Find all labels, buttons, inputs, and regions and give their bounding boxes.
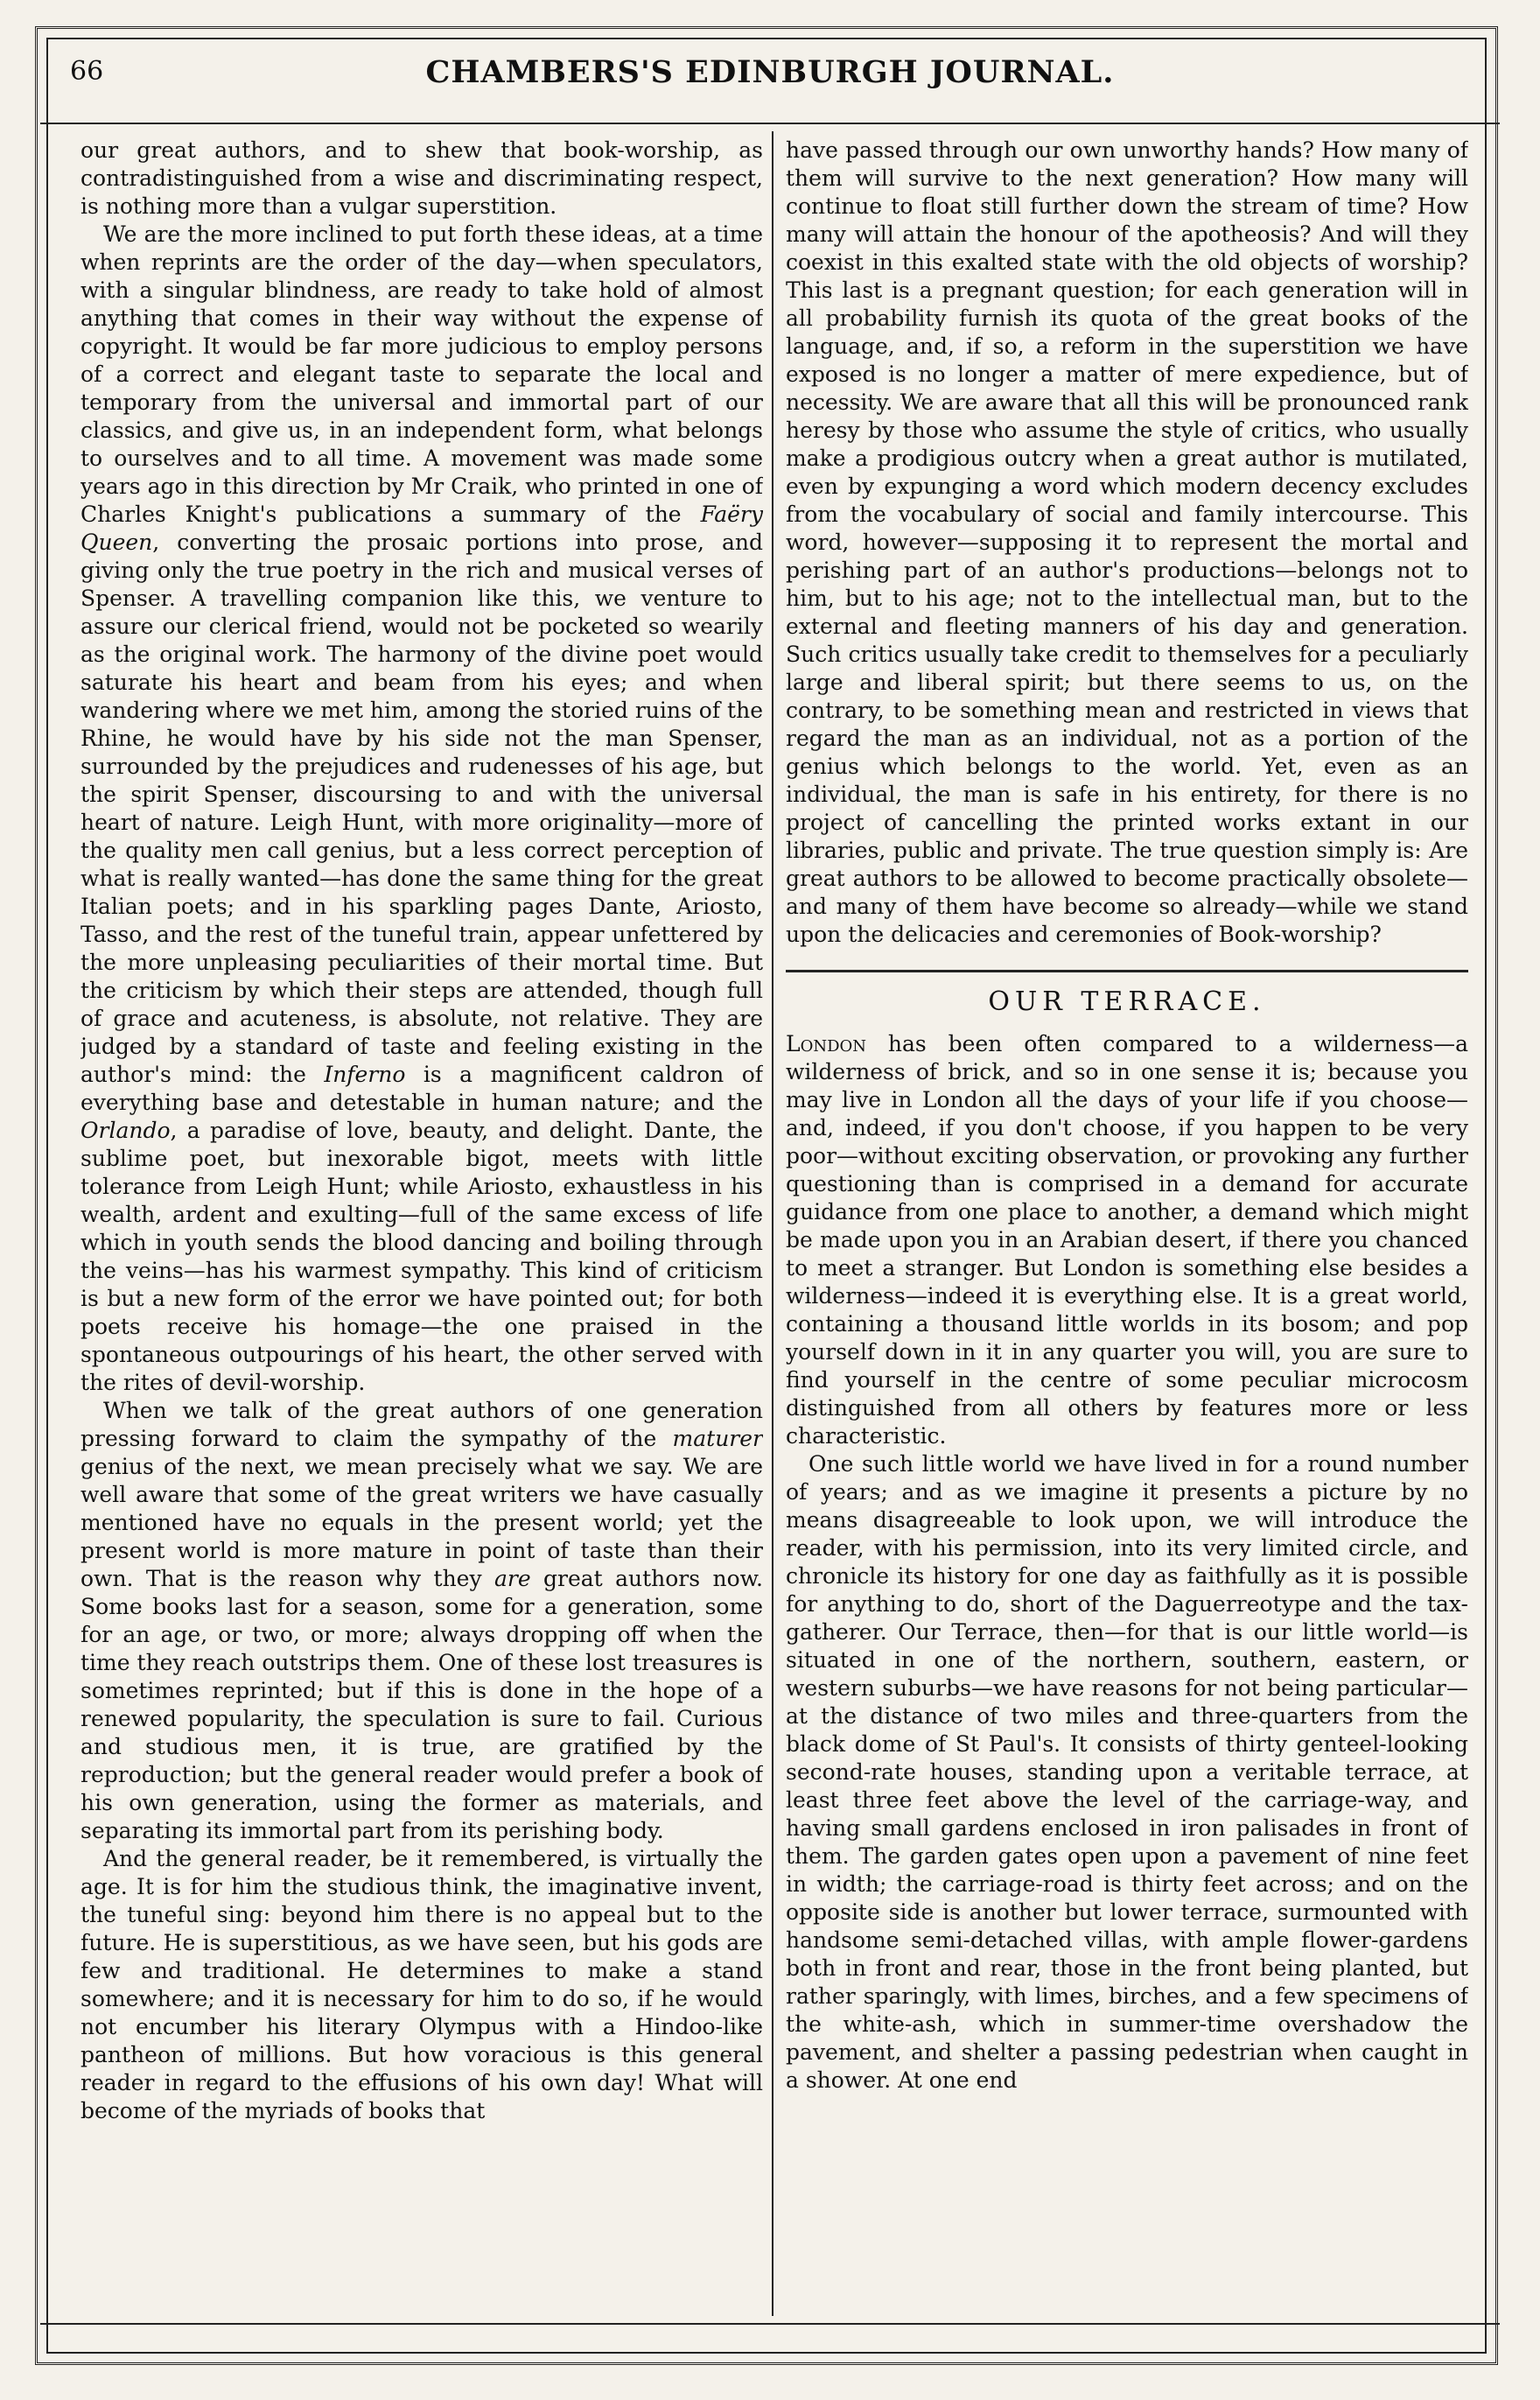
column-divider [772, 131, 774, 2316]
page-header [26, 47, 1514, 100]
journal-title: CHAMBERS'S EDINBURGH JOURNAL. [425, 54, 1115, 90]
paragraph: And the general reader, be it remembered, is virtually the age. It is for him the studious think, the imaginative invent, the tuneful sing: beyond him there is no appeal but to the future. He is superstitious, as we have seen, but his gods are few and traditional. He determines to make a stand somewhere; and it is necessary for him to do so, if he would not encumber his literary Olympus with a Hindoo-like pantheon of millions. But how voracious is this general reader in regard to the effusions of his own day! What will become of the myriads of books that [80, 1846, 763, 2123]
right-column [786, 137, 1468, 2312]
paragraph: We are the more inclined to put forth these ideas, at a time when reprints are the order of the day—when speculators, with a singular blindness, are ready to take hold of almost anything that comes in their way without the expense of copyright. It would be far more judicious to employ persons of a correct and elegant taste to separate the local and temporary from the universal and immortal part of our classics, and give us, in an independent form, what belongs to ourselves and to all time. A movement was made some years ago in this direction by Mr Craik, who printed in one of Charles Knight's publications a summary of the Faëry Queen, converting the prosaic portions into prose, and giving only the true poetry in the rich and musical verses of Spenser. A travelling companion like this, we venture to assure our clerical friend, would not be pocketed so wearily as the original work. The harmony of the divine poet would saturate his heart and beam from his eyes; and when wandering where we met him, among the storied ruins of the Rhine, he would have by his side not the man Spenser, surrounded by the prejudices and rudenesses of his age, but the spirit Spenser, discoursing to and with the universal heart of nature. Leigh Hunt, with more originality—more of the quality men call genius, but a less correct perception of what is really wanted—has done the same thing for the great Italian poets; and in his sparkling pages Dante, Ariosto, Tasso, and the rest of the tuneful train, appear unfettered by the more unpleasing peculiarities of their mortal time. But the criticism by which their steps are attended, though full of grace and acuteness, is absolute, not relative. They are judged by a standard of taste and feeling existing in the author's mind: the Inferno is a magnificent caldron of everything base and detestable in human nature; and the Orlando, a paradise of love, beauty, and delight. Dante, the sublime poet, but inexorable bigot, meets with little tolerance from Leigh Hunt; while Ariosto, exhaustless in his wealth, ardent and exulting—full of the same excess of life which in youth sends the blood dancing and boiling through the veins—has his warmest sympathy. This kind of criticism is but a new form of the error we have pointed out; for both poets receive his homage—the one praised in the spontaneous outpourings of his heart, the other served with the rites of devil-worship. [80, 221, 763, 1395]
section-title: OUR TERRACE. [988, 986, 1266, 1017]
paragraph: our great authors, and to shew that book-worship, as contradistinguished from a wise and discriminating respect, is nothing more than a vulgar superstition. [80, 137, 763, 219]
paragraph: When we talk of the great authors of one generation pressing forward to claim the sympathy of the maturer genius of the next, we mean precisely what we say. We are well aware that some of the great writers we have casually mentioned have no equals in the present world; yet the present world is more mature in point of taste than their own. That is the reason why they are great authors now. Some books last for a season, some for a generation, some for an age, or two, or more; always dropping off when the time they reach outstrips them. One of these lost treasures is sometimes reprinted; but if this is done in the hope of a renewed popularity, the speculation is sure to fail. Curious and studious men, it is true, are gratified by the reproduction; but the general reader would prefer a book of his own generation, using the former as materials, and separating its immortal part from its perishing body. [80, 1398, 763, 1843]
bottom-rule [40, 2323, 1500, 2325]
paragraph: One such little world we have lived in for a round number of years; and as we imagine it presents a picture by no means disagreeable to look upon, we will introduce the reader, with his permission, into its very limited circle, and chronicle its history for one day as faithfully as it is possible for anything to do, short of the Daguerreotype and the tax-gatherer. Our Terrace, then—for that is our little world—is situated in one of the northern, southern, eastern, or western suburbs—we have reasons for not being particular—at the distance of two miles and three-quarters from the black dome of St Paul's. It consists of thirty genteel-looking second-rate houses, standing upon a veritable terrace, at least three feet above the level of the carriage-way, and having small gardens enclosed in iron palisades in front of them. The garden gates open upon a pavement of nine feet in width; the carriage-road is thirty feet across; and on the opposite side is another but lower terrace, surmounted with handsome semi-detached villas, with ample flower-gardens both in front and rear, those in the front being planted, but rather sparingly, with limes, birches, and a few specimens of the white-ash, which in summer-time overshadow the pavement, and shelter a passing pedestrian when caught in a shower. At one end [786, 1451, 1468, 2093]
paragraph: have passed through our own unworthy hands? How many of them will survive to the next generation? How many will continue to float still further down the stream of time? How many will attain the honour of the apotheosis? And will they coexist in this exalted state with the old objects of worship? This last is a pregnant question; for each generation will in all probability furnish its quota of the great books of the language, and, if so, a reform in the superstition we have exposed is no longer a matter of mere expedience, but of necessity. We are aware that all this will be pronounced rank heresy by those who assume the style of critics, who usually make a prodigious outcry when a great author is mutilated, even by expunging a word which modern decency excludes from the vocabulary of social and family intercourse. This word, however—supposing it to represent the mortal and perishing part of an author's productions—belongs not to him, but to his age; not to the intellectual man, but to the external and fleeting manners of his day and generation. Such critics usually take credit to themselves for a peculiarly large and liberal spirit; but there seems to us, on the contrary, to be something mean and restricted in views that regard the man as an individual, not as a portion of the genius which belongs to the world. Yet, even as an individual, the man is safe in his entirety, for there is no project of cancelling the printed works extant in our libraries, public and private. The true question simply is: Are great authors to be allowed to become practically obsolete—and many of them have become so already—while we stand upon the delicacies and ceremonies of Book-worship? [786, 137, 1468, 947]
header-rule [40, 123, 1500, 124]
left-column [80, 137, 763, 2312]
section-rule [786, 970, 1468, 972]
paragraph: London has been often compared to a wilderness—a wilderness of brick, and so in one sense it is; because you may live in London all the days of your life if you choose—and, indeed, if you don't choose, if you happen to be very poor—without exciting observation, or provoking any further questioning than is comprised in a demand for accurate guidance from one place to another, a demand which might be made upon you in an Arabian desert, if there you chanced to meet a stranger. But London is something else besides a wilderness—indeed it is everything else. It is a great world, containing a thousand little worlds in its bosom; and pop yourself down in it in any quarter you will, you are sure to find yourself in the centre of some peculiar microcosm distinguished from all others by features more or less characteristic. [786, 1031, 1468, 1449]
page-number: 66 [70, 56, 104, 87]
